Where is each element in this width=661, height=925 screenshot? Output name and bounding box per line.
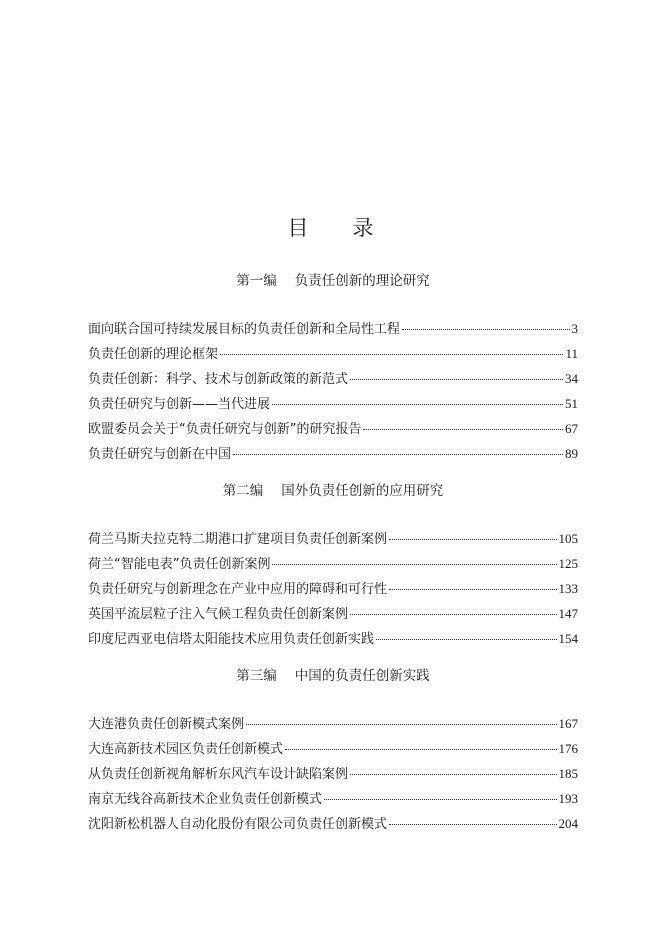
leader-dots (402, 321, 569, 330)
entry-title: 负责任创新：科学、技术与创新政策的新范式 (88, 372, 349, 387)
entry-page: 154 (558, 631, 578, 646)
leader-dots (376, 631, 556, 640)
entry-page: 34 (565, 371, 578, 386)
toc-title (0, 212, 661, 242)
toc-title-left: 目 (287, 216, 309, 240)
section-name: 国外负责任创新的应用研究 (281, 483, 444, 499)
toc-entry[interactable] (88, 526, 578, 551)
entry-page: 167 (558, 716, 578, 731)
toc-entry[interactable] (88, 786, 578, 811)
entry-title: 印度尼西亚电信塔太阳能技术应用负责任创新实践 (88, 632, 375, 647)
entry-title: 负责任研究与创新理念在产业中应用的障碍和可行性 (88, 582, 388, 597)
entry-title: 欧盟委员会关于“负责任研究与创新”的研究报告 (88, 422, 362, 437)
section-heading (88, 481, 578, 501)
entry-title: 荷兰马斯夫拉克特二期港口扩建项目负责任创新案例 (88, 532, 388, 547)
entry-page: 185 (558, 766, 578, 781)
entry-title: 荷兰“智能电表”负责任创新案例 (88, 557, 271, 572)
leader-dots (285, 741, 556, 750)
toc-entry[interactable] (88, 811, 578, 836)
toc-entry[interactable] (88, 626, 578, 651)
entry-page: 147 (558, 606, 578, 621)
entry-title: 大连高新技术园区负责任创新模式 (88, 742, 284, 757)
entry-page: 105 (558, 531, 578, 546)
leader-dots (246, 716, 556, 725)
toc-entry[interactable] (88, 416, 578, 441)
section-1 (88, 271, 578, 466)
entry-title: 大连港负责任创新模式案例 (88, 717, 245, 732)
leader-dots (220, 346, 563, 355)
toc-entry[interactable] (88, 761, 578, 786)
toc-entry[interactable] (88, 551, 578, 576)
leader-dots (389, 531, 556, 540)
leader-dots (272, 396, 563, 405)
section-3 (88, 666, 578, 836)
leader-dots (389, 581, 556, 590)
entry-page: 51 (565, 396, 578, 411)
entry-page: 204 (558, 816, 578, 831)
section-name: 中国的负责任创新实践 (294, 668, 430, 684)
entry-title: 南京无线谷高新技术企业负责任创新模式 (88, 792, 323, 807)
entry-page: 193 (558, 791, 578, 806)
entry-page: 125 (558, 556, 578, 571)
section-part: 第一编 (236, 273, 277, 289)
toc-entry[interactable] (88, 341, 578, 366)
entry-page: 3 (571, 321, 578, 336)
toc-entry[interactable] (88, 441, 578, 466)
entry-title: 负责任研究与创新——当代进展 (88, 397, 271, 412)
toc-entry[interactable] (88, 391, 578, 416)
section-part: 第二编 (222, 483, 264, 499)
toc-entry[interactable] (88, 366, 578, 391)
leader-dots (233, 446, 563, 455)
entry-page: 11 (565, 346, 578, 361)
entry-title: 英国平流层粒子注入气候工程负责任创新案例 (88, 607, 349, 622)
leader-dots (324, 791, 556, 800)
entry-title: 面向联合国可持续发展目标的负责任创新和全局性工程 (88, 322, 401, 337)
toc-title-right: 录 (352, 216, 374, 240)
toc-entry[interactable] (88, 601, 578, 626)
entry-title: 负责任研究与创新在中国 (88, 447, 232, 462)
leader-dots (350, 606, 556, 615)
toc-entry[interactable] (88, 736, 578, 761)
entry-title: 从负责任创新视角解析东风汽车设计缺陷案例 (88, 767, 349, 782)
leader-dots (350, 766, 556, 775)
section-heading (88, 666, 578, 686)
toc-entry[interactable] (88, 711, 578, 736)
entry-page: 133 (558, 581, 578, 596)
toc-entry[interactable] (88, 576, 578, 601)
section-name: 负责任创新的理论研究 (294, 273, 430, 289)
entry-title: 沈阳新松机器人自动化股份有限公司负责任创新模式 (88, 817, 388, 832)
leader-dots (389, 816, 556, 825)
section-2 (88, 481, 578, 651)
entry-page: 176 (558, 741, 578, 756)
entry-title: 负责任创新的理论框架 (88, 347, 219, 362)
section-heading (88, 271, 578, 291)
entry-page: 89 (565, 446, 578, 461)
leader-dots (363, 421, 563, 430)
entry-page: 67 (565, 421, 578, 436)
toc-entry[interactable] (88, 316, 578, 341)
leader-dots (272, 556, 556, 565)
section-part: 第三编 (236, 668, 277, 684)
leader-dots (350, 371, 563, 380)
